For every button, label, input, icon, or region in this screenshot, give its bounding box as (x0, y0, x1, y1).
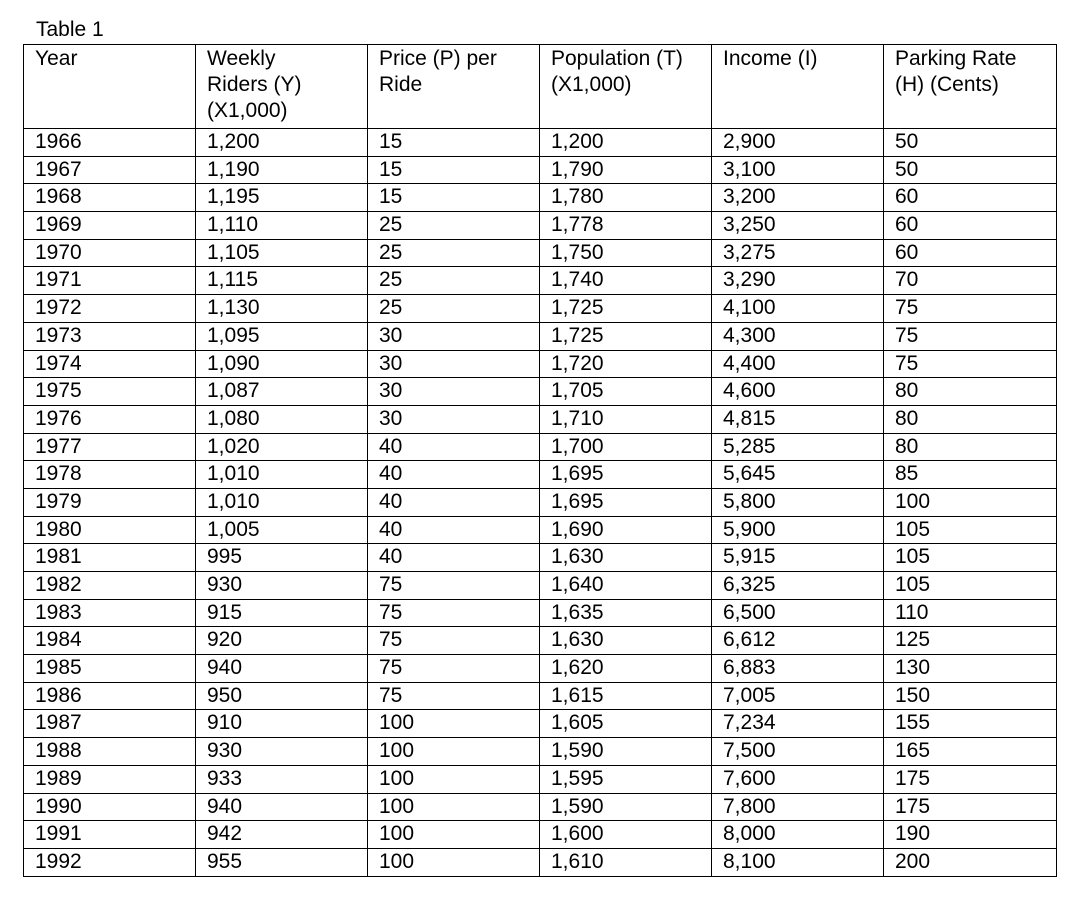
cell-population: 1,740 (540, 267, 712, 295)
cell-parking-rate: 105 (884, 572, 1057, 600)
cell-price: 25 (368, 295, 540, 323)
cell-parking-rate: 50 (884, 156, 1057, 184)
table-row (24, 129, 1057, 157)
header-price (368, 45, 540, 129)
header-line: (X1,000) (207, 99, 288, 122)
table-row (24, 738, 1057, 766)
table-header (24, 45, 1057, 129)
cell-year: 1983 (24, 599, 196, 627)
cell-weekly-riders: 920 (196, 627, 368, 655)
table-row (24, 627, 1057, 655)
table-row (24, 848, 1057, 876)
cell-weekly-riders: 915 (196, 599, 368, 627)
cell-parking-rate: 75 (884, 322, 1057, 350)
cell-price: 40 (368, 461, 540, 489)
cell-year: 1987 (24, 710, 196, 738)
cell-weekly-riders: 940 (196, 793, 368, 821)
cell-weekly-riders: 1,087 (196, 378, 368, 406)
cell-parking-rate: 75 (884, 350, 1057, 378)
cell-parking-rate: 70 (884, 267, 1057, 295)
cell-income: 3,200 (712, 184, 884, 212)
cell-weekly-riders: 940 (196, 655, 368, 683)
header-year (24, 45, 196, 129)
cell-parking-rate: 60 (884, 239, 1057, 267)
table-row (24, 599, 1057, 627)
cell-year: 1971 (24, 267, 196, 295)
header-income (712, 45, 884, 129)
cell-parking-rate: 105 (884, 516, 1057, 544)
cell-year: 1986 (24, 682, 196, 710)
cell-income: 3,100 (712, 156, 884, 184)
cell-year: 1988 (24, 738, 196, 766)
cell-weekly-riders: 1,095 (196, 322, 368, 350)
cell-price: 30 (368, 322, 540, 350)
cell-price: 100 (368, 793, 540, 821)
cell-year: 1969 (24, 212, 196, 240)
cell-price: 30 (368, 350, 540, 378)
cell-price: 100 (368, 765, 540, 793)
header-line: Income (I) (723, 47, 818, 70)
cell-population: 1,600 (540, 821, 712, 849)
cell-parking-rate: 110 (884, 599, 1057, 627)
cell-population: 1,635 (540, 599, 712, 627)
cell-year: 1973 (24, 322, 196, 350)
cell-parking-rate: 60 (884, 184, 1057, 212)
cell-price: 100 (368, 710, 540, 738)
header-line: (X1,000) (551, 73, 632, 96)
cell-price: 75 (368, 599, 540, 627)
cell-income: 4,300 (712, 322, 884, 350)
cell-year: 1970 (24, 239, 196, 267)
cell-weekly-riders: 930 (196, 572, 368, 600)
cell-parking-rate: 50 (884, 129, 1057, 157)
cell-parking-rate: 125 (884, 627, 1057, 655)
cell-population: 1,630 (540, 544, 712, 572)
cell-population: 1,780 (540, 184, 712, 212)
cell-population: 1,790 (540, 156, 712, 184)
header-line: Riders (Y) (207, 73, 302, 96)
table-row (24, 793, 1057, 821)
table-row (24, 461, 1057, 489)
header-line: Ride (379, 73, 423, 96)
cell-income: 5,915 (712, 544, 884, 572)
header-row (24, 45, 1057, 129)
cell-population: 1,620 (540, 655, 712, 683)
cell-year: 1982 (24, 572, 196, 600)
table-row (24, 322, 1057, 350)
cell-population: 1,630 (540, 627, 712, 655)
cell-parking-rate: 80 (884, 378, 1057, 406)
cell-year: 1976 (24, 405, 196, 433)
cell-parking-rate: 175 (884, 793, 1057, 821)
cell-weekly-riders: 1,005 (196, 516, 368, 544)
cell-year: 1966 (24, 129, 196, 157)
header-line: Year (35, 47, 78, 70)
cell-income: 6,500 (712, 599, 884, 627)
cell-weekly-riders: 910 (196, 710, 368, 738)
table-row (24, 212, 1057, 240)
cell-income: 7,005 (712, 682, 884, 710)
cell-price: 40 (368, 544, 540, 572)
cell-weekly-riders: 1,080 (196, 405, 368, 433)
cell-price: 40 (368, 433, 540, 461)
cell-year: 1989 (24, 765, 196, 793)
table-body (24, 129, 1057, 877)
cell-price: 15 (368, 129, 540, 157)
cell-year: 1984 (24, 627, 196, 655)
cell-income: 8,100 (712, 848, 884, 876)
cell-parking-rate: 130 (884, 655, 1057, 683)
cell-population: 1,200 (540, 129, 712, 157)
cell-income: 7,234 (712, 710, 884, 738)
header-parking-rate (884, 45, 1057, 129)
cell-income: 5,900 (712, 516, 884, 544)
cell-price: 100 (368, 848, 540, 876)
cell-price: 75 (368, 572, 540, 600)
cell-price: 75 (368, 682, 540, 710)
table-row (24, 765, 1057, 793)
table-row (24, 821, 1057, 849)
cell-weekly-riders: 1,010 (196, 461, 368, 489)
cell-price: 75 (368, 627, 540, 655)
cell-income: 5,645 (712, 461, 884, 489)
cell-population: 1,778 (540, 212, 712, 240)
cell-parking-rate: 165 (884, 738, 1057, 766)
header-line: Parking Rate (895, 47, 1017, 70)
table-row (24, 239, 1057, 267)
cell-weekly-riders: 950 (196, 682, 368, 710)
header-line: Price (P) per (379, 47, 497, 70)
cell-parking-rate: 175 (884, 765, 1057, 793)
cell-weekly-riders: 1,110 (196, 212, 368, 240)
cell-weekly-riders: 1,195 (196, 184, 368, 212)
cell-year: 1980 (24, 516, 196, 544)
cell-population: 1,595 (540, 765, 712, 793)
cell-parking-rate: 155 (884, 710, 1057, 738)
cell-weekly-riders: 942 (196, 821, 368, 849)
cell-income: 4,400 (712, 350, 884, 378)
table-row (24, 544, 1057, 572)
cell-weekly-riders: 1,130 (196, 295, 368, 323)
cell-year: 1985 (24, 655, 196, 683)
cell-weekly-riders: 1,115 (196, 267, 368, 295)
cell-parking-rate: 200 (884, 848, 1057, 876)
cell-population: 1,590 (540, 793, 712, 821)
header-line: (H) (Cents) (895, 73, 999, 96)
cell-income: 7,500 (712, 738, 884, 766)
cell-year: 1990 (24, 793, 196, 821)
cell-population: 1,610 (540, 848, 712, 876)
cell-price: 75 (368, 655, 540, 683)
cell-price: 100 (368, 821, 540, 849)
table-row (24, 682, 1057, 710)
cell-weekly-riders: 930 (196, 738, 368, 766)
header-population (540, 45, 712, 129)
cell-weekly-riders: 1,200 (196, 129, 368, 157)
cell-price: 15 (368, 156, 540, 184)
cell-population: 1,695 (540, 488, 712, 516)
cell-population: 1,750 (540, 239, 712, 267)
cell-weekly-riders: 933 (196, 765, 368, 793)
cell-income: 6,612 (712, 627, 884, 655)
cell-price: 40 (368, 516, 540, 544)
table-row (24, 488, 1057, 516)
cell-income: 2,900 (712, 129, 884, 157)
cell-weekly-riders: 1,010 (196, 488, 368, 516)
header-line: Weekly (207, 47, 276, 70)
cell-parking-rate: 105 (884, 544, 1057, 572)
cell-year: 1977 (24, 433, 196, 461)
cell-price: 25 (368, 267, 540, 295)
cell-price: 25 (368, 212, 540, 240)
cell-parking-rate: 75 (884, 295, 1057, 323)
cell-price: 30 (368, 378, 540, 406)
cell-income: 6,325 (712, 572, 884, 600)
cell-population: 1,640 (540, 572, 712, 600)
cell-year: 1981 (24, 544, 196, 572)
cell-income: 8,000 (712, 821, 884, 849)
table-row (24, 572, 1057, 600)
cell-weekly-riders: 995 (196, 544, 368, 572)
cell-income: 3,290 (712, 267, 884, 295)
cell-parking-rate: 100 (884, 488, 1057, 516)
data-table (23, 44, 1057, 877)
cell-income: 6,883 (712, 655, 884, 683)
cell-population: 1,720 (540, 350, 712, 378)
cell-year: 1968 (24, 184, 196, 212)
cell-population: 1,705 (540, 378, 712, 406)
cell-population: 1,700 (540, 433, 712, 461)
cell-price: 100 (368, 738, 540, 766)
cell-parking-rate: 80 (884, 433, 1057, 461)
cell-year: 1967 (24, 156, 196, 184)
cell-weekly-riders: 955 (196, 848, 368, 876)
cell-year: 1979 (24, 488, 196, 516)
cell-population: 1,725 (540, 322, 712, 350)
header-line: Population (T) (551, 47, 683, 70)
cell-year: 1972 (24, 295, 196, 323)
cell-population: 1,690 (540, 516, 712, 544)
cell-income: 5,285 (712, 433, 884, 461)
cell-parking-rate: 150 (884, 682, 1057, 710)
cell-population: 1,725 (540, 295, 712, 323)
cell-income: 3,250 (712, 212, 884, 240)
cell-year: 1978 (24, 461, 196, 489)
cell-population: 1,695 (540, 461, 712, 489)
cell-weekly-riders: 1,090 (196, 350, 368, 378)
cell-year: 1991 (24, 821, 196, 849)
cell-price: 40 (368, 488, 540, 516)
cell-parking-rate: 80 (884, 405, 1057, 433)
cell-population: 1,615 (540, 682, 712, 710)
cell-year: 1992 (24, 848, 196, 876)
table-row (24, 433, 1057, 461)
table-row (24, 710, 1057, 738)
table-row (24, 655, 1057, 683)
cell-price: 15 (368, 184, 540, 212)
cell-weekly-riders: 1,020 (196, 433, 368, 461)
header-weekly-riders (196, 45, 368, 129)
cell-weekly-riders: 1,105 (196, 239, 368, 267)
cell-parking-rate: 190 (884, 821, 1057, 849)
table-row (24, 378, 1057, 406)
cell-year: 1974 (24, 350, 196, 378)
table-row (24, 405, 1057, 433)
cell-income: 4,600 (712, 378, 884, 406)
table-row (24, 350, 1057, 378)
cell-income: 5,800 (712, 488, 884, 516)
cell-parking-rate: 60 (884, 212, 1057, 240)
table-caption: Table 1 (36, 18, 104, 41)
table-row (24, 516, 1057, 544)
cell-population: 1,590 (540, 738, 712, 766)
cell-population: 1,710 (540, 405, 712, 433)
cell-income: 3,275 (712, 239, 884, 267)
cell-population: 1,605 (540, 710, 712, 738)
cell-income: 4,815 (712, 405, 884, 433)
cell-price: 30 (368, 405, 540, 433)
cell-income: 7,600 (712, 765, 884, 793)
cell-weekly-riders: 1,190 (196, 156, 368, 184)
cell-income: 4,100 (712, 295, 884, 323)
cell-year: 1975 (24, 378, 196, 406)
cell-price: 25 (368, 239, 540, 267)
table-row (24, 295, 1057, 323)
table-row (24, 267, 1057, 295)
table-row (24, 156, 1057, 184)
cell-parking-rate: 85 (884, 461, 1057, 489)
table-row (24, 184, 1057, 212)
cell-income: 7,800 (712, 793, 884, 821)
